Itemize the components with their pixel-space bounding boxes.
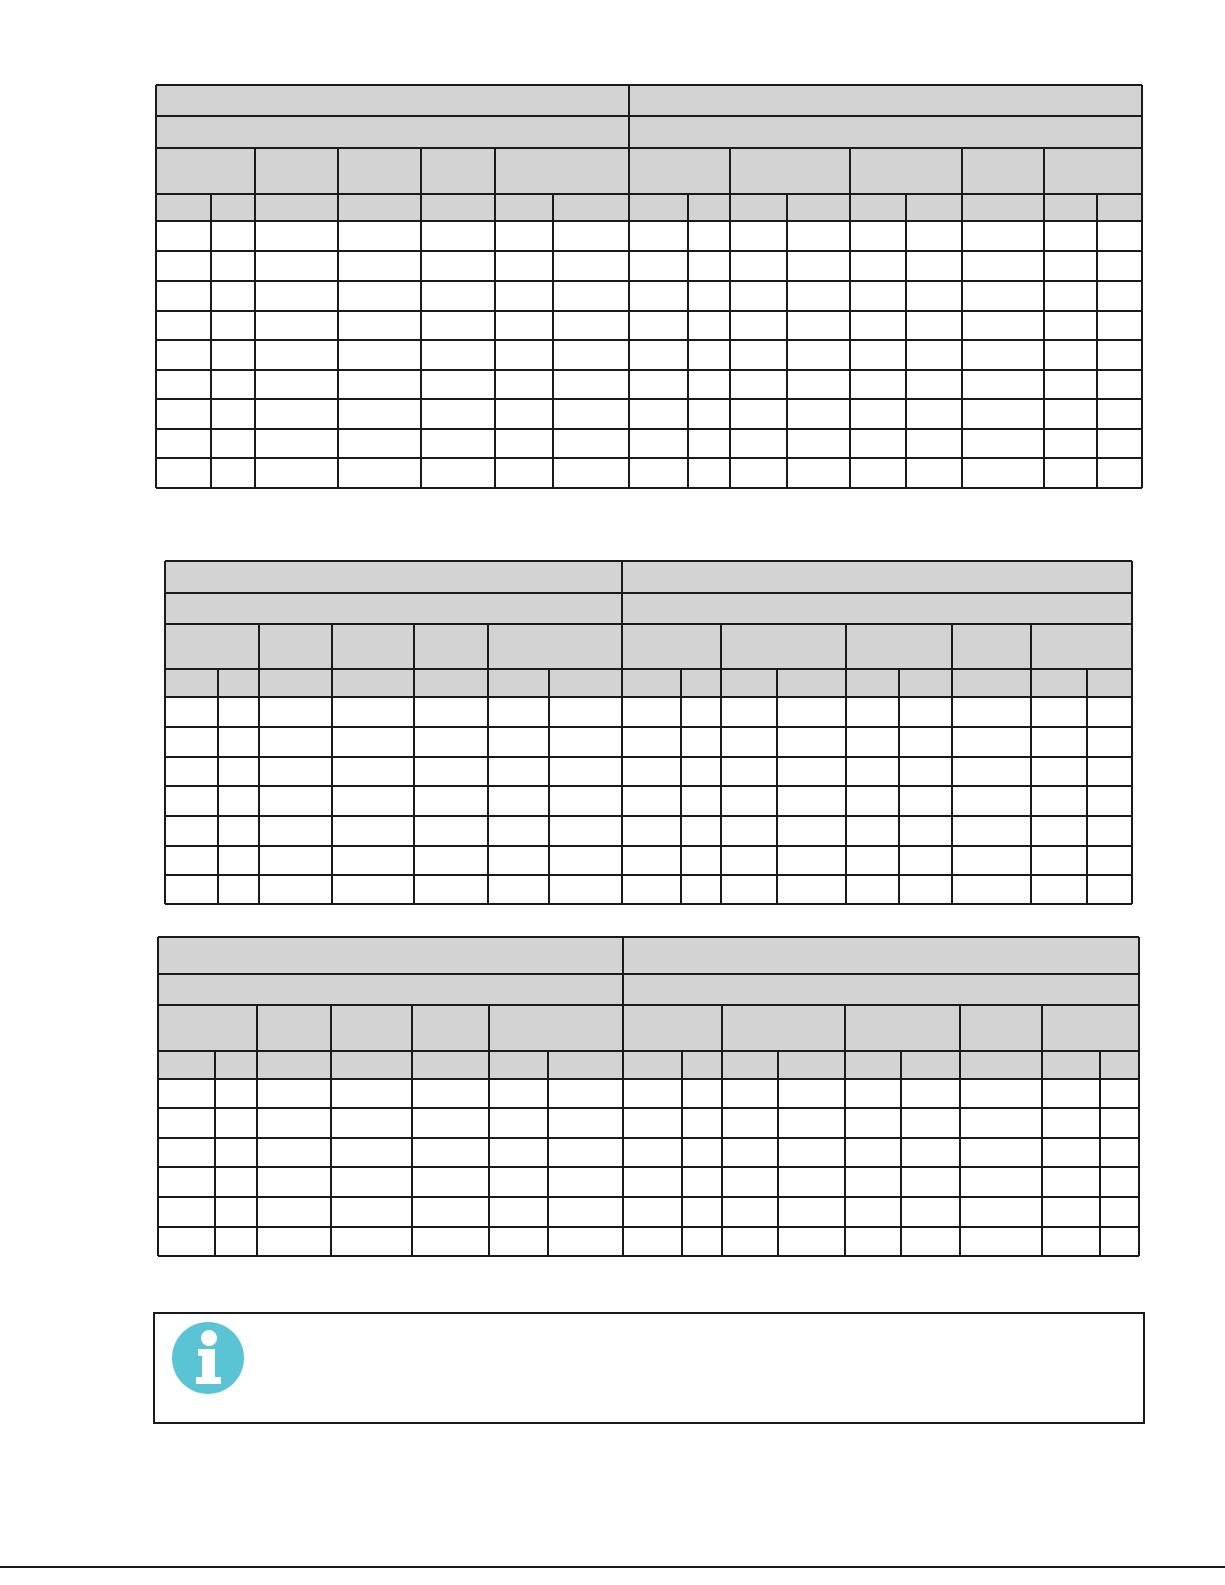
table-column-line [961,194,963,488]
table-column-line [164,669,166,904]
table-column-line [494,194,496,488]
table-row-line [158,1137,1139,1139]
table-column-line [905,194,907,488]
table-header-fill [158,937,1139,1079]
table-column-line [687,194,689,488]
table-column-line [786,194,788,488]
table-column-line [959,1005,961,1051]
info-icon [171,1321,245,1395]
table-row-line [156,457,1142,459]
table-column-line [621,669,623,904]
table-column-line [951,624,953,669]
table-row-line [158,936,1139,938]
table-column-line [621,624,623,669]
table-row-line [165,845,1132,847]
table-column-line [1131,669,1133,904]
table-column-line [621,561,623,624]
table-row-line [158,1166,1139,1168]
table-column-line [721,1051,723,1256]
table-column-line [487,624,489,669]
table-column-line [1041,1051,1043,1256]
table-column-line [777,1051,779,1256]
data-table-2 [165,561,1132,904]
table-column-line [1030,669,1032,904]
table-column-line [157,1005,159,1051]
table-row-line [158,1078,1139,1080]
table-column-line [951,669,953,904]
table-column-line [330,1005,332,1051]
table-column-line [1099,1051,1101,1256]
table-column-line [254,148,256,194]
table-column-line [622,1051,624,1256]
table-column-line [628,194,630,488]
table-row-line [165,874,1132,876]
table-column-line [217,669,219,904]
table-column-line [420,148,422,194]
table-column-line [552,194,554,488]
table-row-line [165,756,1132,758]
table-column-line [898,669,900,904]
table-column-line [330,1051,332,1256]
table-row-line [165,623,1132,625]
table-column-line [337,148,339,194]
table-header-fill [156,85,1142,221]
table-column-line [254,194,256,488]
table-column-line [214,1051,216,1256]
table-header-fill [165,561,1132,697]
table-column-line [1043,148,1045,194]
table-column-line [258,624,260,669]
table-column-line [331,669,333,904]
table-column-line [720,669,722,904]
table-row-line [165,903,1132,905]
table-column-line [155,194,157,488]
table-column-line [776,669,778,904]
table-column-line [681,1051,683,1256]
table-row-line [156,369,1142,371]
table-row-line [156,487,1142,489]
table-row-line [165,696,1132,698]
table-row-line [156,193,1142,195]
table-column-line [900,1051,902,1256]
info-note-box [153,1312,1145,1424]
table-column-line [1138,1005,1140,1051]
table-row-line [156,339,1142,341]
table-column-line [845,669,847,904]
table-row-line [156,310,1142,312]
table-row-line [165,560,1132,562]
table-column-line [256,1005,258,1051]
table-column-line [548,669,550,904]
table-column-line [1086,669,1088,904]
table-row-line [165,785,1132,787]
table-row-line [165,726,1132,728]
table-row-line [158,1004,1139,1006]
table-column-line [1043,194,1045,488]
table-column-line [258,669,260,904]
table-column-line [1138,1051,1140,1256]
table-column-line [487,669,489,904]
table-column-line [680,669,682,904]
table-column-line [1141,194,1143,488]
table-column-line [1096,194,1098,488]
table-column-line [256,1051,258,1256]
table-row-line [156,250,1142,252]
table-row-line [156,280,1142,282]
data-table-3 [158,937,1139,1256]
table-column-line [622,937,624,1005]
table-row-line [156,220,1142,222]
table-column-line [844,1051,846,1256]
table-column-line [721,1005,723,1051]
table-column-line [337,194,339,488]
table-column-line [622,1005,624,1051]
table-column-line [1131,624,1133,669]
table-row-line [158,1050,1139,1052]
table-column-line [547,1051,549,1256]
table-row-line [165,592,1132,594]
table-column-line [331,624,333,669]
table-row-line [156,398,1142,400]
table-column-line [210,194,212,488]
table-column-line [164,624,166,669]
table-column-line [628,85,630,148]
table-column-line [494,148,496,194]
table-column-line [961,148,963,194]
table-row-line [165,815,1132,817]
table-row-line [158,1196,1139,1198]
table-column-line [413,624,415,669]
table-column-line [849,194,851,488]
table-column-line [729,148,731,194]
table-column-line [488,1051,490,1256]
table-row-line [158,1226,1139,1228]
page-footer-rule [0,1566,1225,1568]
table-column-line [488,1005,490,1051]
table-column-line [959,1051,961,1256]
table-column-line [628,148,630,194]
table-column-line [845,624,847,669]
table-column-line [157,1051,159,1256]
table-column-line [411,1005,413,1051]
table-row-line [158,973,1139,975]
table-row-line [156,115,1142,117]
table-column-line [1030,624,1032,669]
table-column-line [420,194,422,488]
table-row-line [158,1107,1139,1109]
table-column-line [155,148,157,194]
table-row-line [156,147,1142,149]
table-column-line [720,624,722,669]
table-column-line [413,669,415,904]
table-row-line [156,84,1142,86]
table-column-line [1141,148,1143,194]
table-column-line [729,194,731,488]
table-row-line [165,668,1132,670]
table-column-line [844,1005,846,1051]
table-row-line [158,1255,1139,1257]
table-column-line [411,1051,413,1256]
table-column-line [1041,1005,1043,1051]
data-table-1 [156,85,1142,488]
table-column-line [849,148,851,194]
table-row-line [156,428,1142,430]
